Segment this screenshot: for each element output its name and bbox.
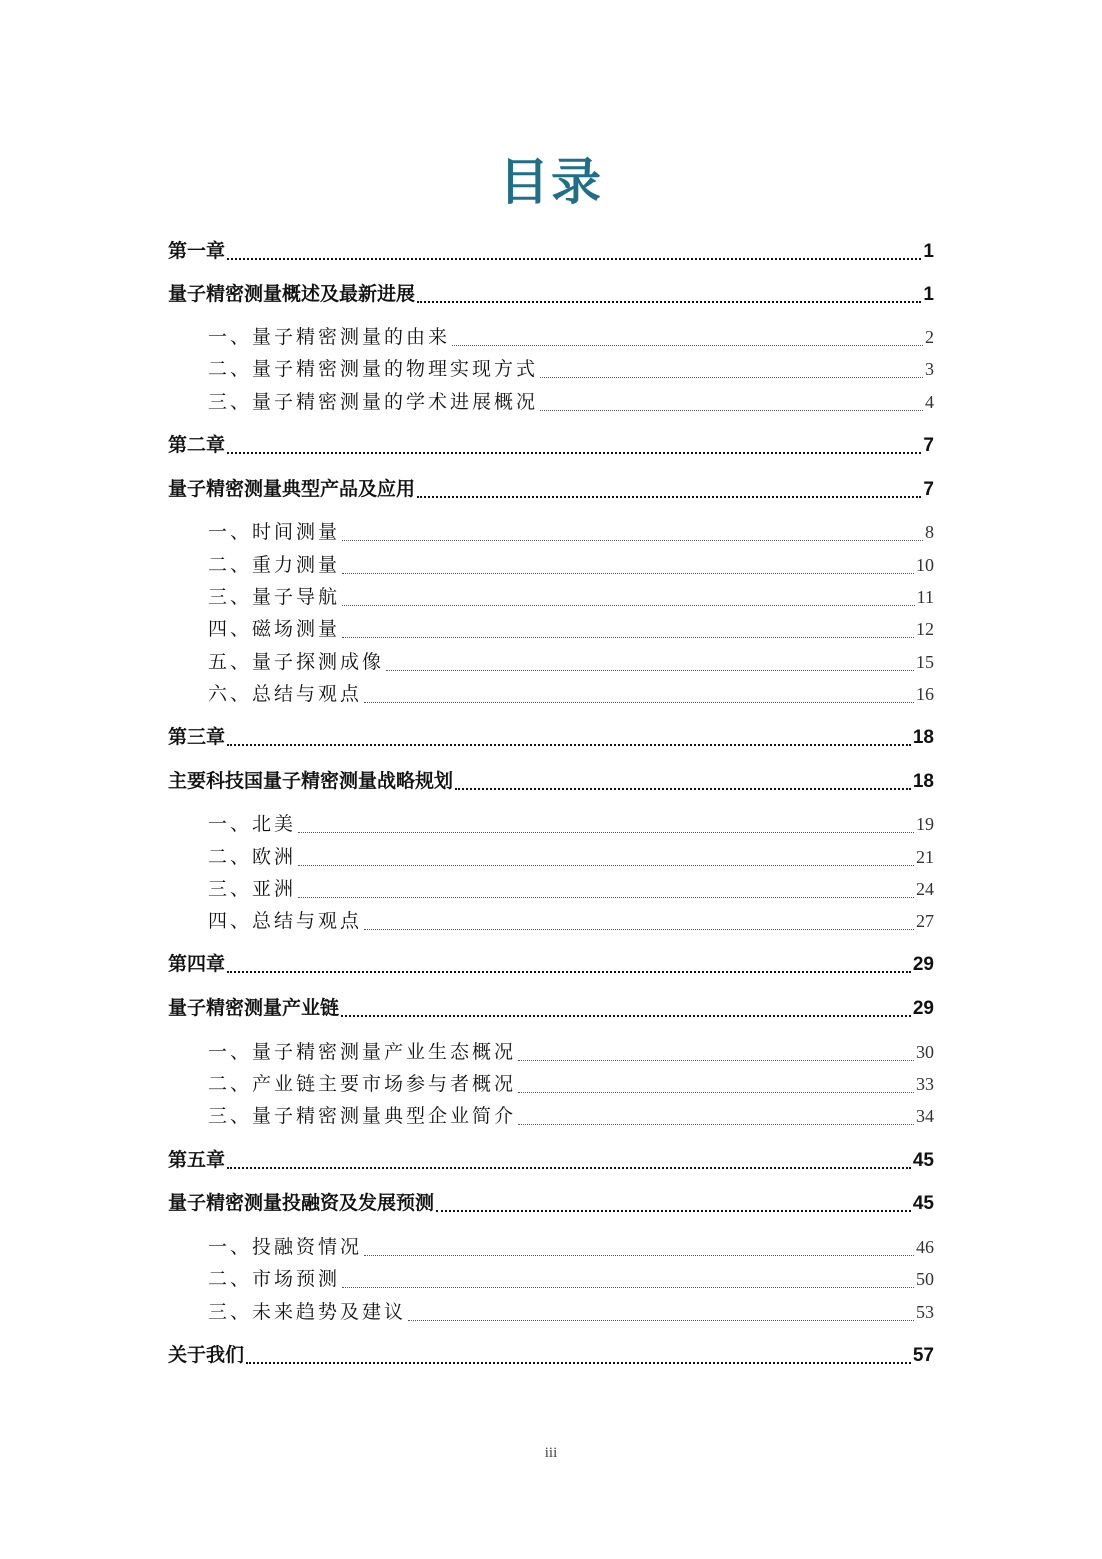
toc-entry-page-number: 7 [923,479,934,500]
toc-entry-label: 关于我们 [168,1344,245,1366]
toc-entry-page-number: 8 [925,522,934,542]
toc-dot-leader [227,971,911,973]
toc-section-entry[interactable] [208,518,934,546]
toc-entry-label: 六、总结与观点 [208,683,363,705]
toc-entry-label: 三、未来趋势及建议 [208,1301,407,1323]
toc-entry-page-number: 24 [916,879,934,899]
toc-entry-label: 三、亚洲 [208,878,297,900]
toc-entry-page-number: 33 [916,1074,934,1094]
toc-dot-leader [408,1320,914,1321]
toc-entry-label: 量子精密测量产业链 [168,997,340,1019]
toc-section-entry[interactable] [208,355,934,383]
toc-section-entry[interactable] [208,323,934,351]
toc-dot-leader [436,1210,911,1212]
toc-dot-leader [452,345,923,346]
toc-section-entry[interactable] [208,843,934,871]
toc-dot-leader [227,1167,911,1169]
toc-chapter-entry[interactable] [168,280,934,308]
toc-entry-label: 一、时间测量 [208,521,341,543]
toc-dot-leader [540,410,923,411]
toc-entry-page-number: 1 [923,284,934,305]
toc-entry-page-number: 15 [916,652,934,672]
toc-entry-page-number: 7 [923,435,934,456]
toc-dot-leader [417,301,921,303]
toc-entry-label: 一、北美 [208,813,297,835]
toc-section-entry[interactable] [208,875,934,903]
toc-dot-leader [364,1255,914,1256]
toc-section-entry[interactable] [208,1038,934,1066]
toc-dot-leader [298,832,914,833]
toc-entry-label: 三、量子精密测量典型企业简介 [208,1105,517,1127]
toc-entry-page-number: 1 [923,241,934,262]
toc-dot-leader [341,1015,911,1017]
toc-entry-label: 一、量子精密测量的由来 [208,326,451,348]
toc-dot-leader [227,452,921,454]
toc-section-entry[interactable] [208,810,934,838]
toc-entry-page-number: 34 [916,1106,934,1126]
toc-chapter-entry[interactable] [168,767,934,795]
toc-entry-label: 二、产业链主要市场参与者概况 [208,1073,517,1095]
toc-entry-label: 二、欧洲 [208,846,297,868]
toc-dot-leader [386,670,914,671]
toc-entry-page-number: 29 [912,954,934,975]
toc-entry-label: 二、市场预测 [208,1268,341,1290]
toc-dot-leader [342,637,914,638]
toc-entry-page-number: 46 [916,1237,934,1257]
toc-section-entry[interactable] [208,583,934,611]
toc-chapter-entry[interactable] [168,1146,934,1174]
toc-entry-label: 二、量子精密测量的物理实现方式 [208,358,539,380]
page-title: 目录 [499,153,603,211]
toc-section-entry[interactable] [208,1265,934,1293]
toc-chapter-entry[interactable] [168,994,934,1022]
toc-section-entry[interactable] [208,1298,934,1326]
toc-section-entry[interactable] [208,1070,934,1098]
toc-entry-label: 第五章 [168,1149,226,1171]
toc-dot-leader [364,929,914,930]
toc-entry-page-number: 19 [916,814,934,834]
toc-dot-leader [417,496,921,498]
toc-dot-leader [518,1092,914,1093]
toc-entry-label: 一、量子精密测量产业生态概况 [208,1041,517,1063]
toc-dot-leader [364,702,914,703]
toc-entry-page-number: 50 [916,1269,934,1289]
toc-section-entry[interactable] [208,1102,934,1130]
toc-entry-label: 五、量子探测成像 [208,651,385,673]
toc-entry-page-number: 18 [912,771,934,792]
toc-section-entry[interactable] [208,680,934,708]
toc-entry-label: 四、磁场测量 [208,618,341,640]
toc-entry-page-number: 45 [912,1193,934,1214]
toc-entry-page-number: 11 [916,587,934,607]
toc-dot-leader [227,744,911,746]
toc-dot-leader [342,1287,914,1288]
page-number: iii [544,1445,558,1461]
toc-dot-leader [518,1124,914,1125]
toc-section-entry[interactable] [208,907,934,935]
toc-dot-leader [246,1362,911,1364]
toc-entry-label: 第四章 [168,953,226,975]
toc-entry-label: 四、总结与观点 [208,910,363,932]
toc-entry-label: 第二章 [168,434,226,456]
toc-entry-page-number: 53 [916,1302,934,1322]
toc-chapter-entry[interactable] [168,723,934,751]
toc-section-entry[interactable] [208,1233,934,1261]
toc-chapter-entry[interactable] [168,431,934,459]
toc-entry-page-number: 27 [916,911,934,931]
toc-entry-label: 二、重力测量 [208,554,341,576]
toc-dot-leader [298,865,914,866]
toc-entry-page-number: 45 [912,1150,934,1171]
toc-dot-leader [227,258,921,260]
toc-entry-label: 主要科技国量子精密测量战略规划 [168,770,454,792]
toc-chapter-entry[interactable] [168,1341,934,1369]
toc-chapter-entry[interactable] [168,475,934,503]
toc-entry-label: 第一章 [168,240,226,262]
toc-dot-leader [455,788,911,790]
toc-entry-page-number: 2 [925,327,934,347]
toc-entry-page-number: 4 [925,392,934,412]
toc-entry-page-number: 29 [912,998,934,1019]
toc-dot-leader [298,897,914,898]
toc-dot-leader [342,573,914,574]
toc-dot-leader [518,1060,914,1061]
toc-entry-label: 量子精密测量概述及最新进展 [168,283,416,305]
toc-entry-page-number: 30 [916,1042,934,1062]
toc-section-entry[interactable] [208,388,934,416]
toc-entry-page-number: 57 [912,1345,934,1366]
toc-entry-page-number: 18 [912,727,934,748]
toc-chapter-entry[interactable] [168,1189,934,1217]
toc-section-entry[interactable] [208,648,934,676]
toc-entry-label: 一、投融资情况 [208,1236,363,1258]
toc-section-entry[interactable] [208,615,934,643]
toc-dot-leader [540,377,923,378]
toc-entry-page-number: 12 [916,619,934,639]
toc-entry-page-number: 16 [916,684,934,704]
toc-entry-page-number: 10 [916,555,934,575]
toc-chapter-entry[interactable] [168,950,934,978]
toc-entry-label: 第三章 [168,726,226,748]
toc-section-entry[interactable] [208,551,934,579]
toc-entry-page-number: 21 [916,847,934,867]
toc-entry-label: 三、量子导航 [208,586,341,608]
toc-dot-leader [342,605,915,606]
toc-entry-label: 量子精密测量典型产品及应用 [168,478,416,500]
toc-entry-page-number: 3 [925,359,934,379]
toc-chapter-entry[interactable] [168,237,934,265]
toc-dot-leader [342,540,923,541]
toc-entry-label: 三、量子精密测量的学术进展概况 [208,391,539,413]
toc-entry-label: 量子精密测量投融资及发展预测 [168,1192,435,1214]
